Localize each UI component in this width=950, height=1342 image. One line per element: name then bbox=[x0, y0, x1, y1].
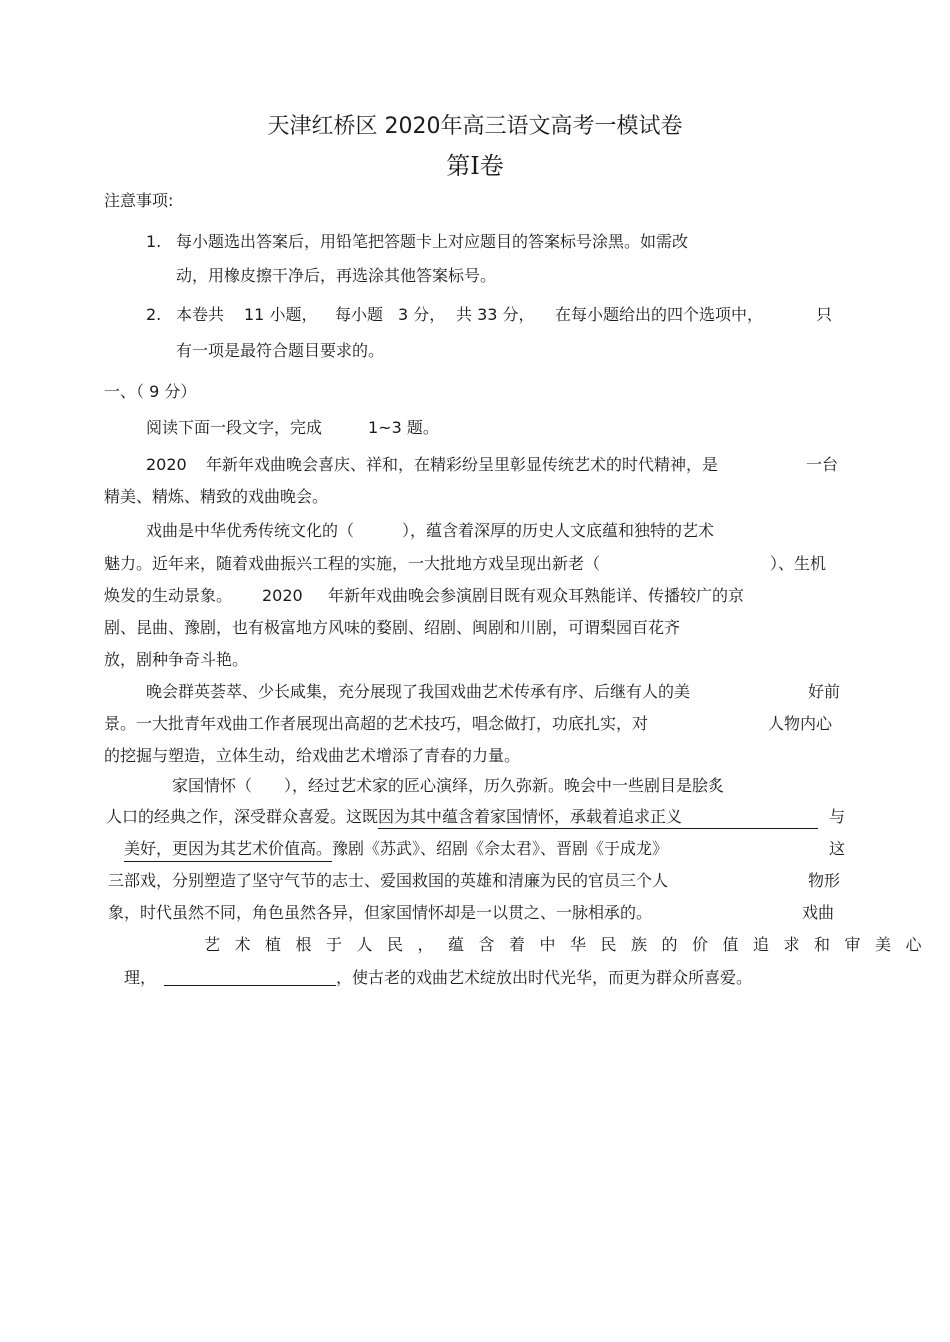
answer-blank[interactable] bbox=[164, 969, 336, 986]
notice-item-2-text-b: 11 小题， bbox=[244, 305, 318, 324]
p2-line5: 放，剧种争奇斗艳。 bbox=[104, 650, 249, 669]
notice-item-2-text-e: 共 33 分， bbox=[456, 305, 535, 324]
notice-item-2-text-f: 在每小题给出的四个选项中， bbox=[555, 305, 764, 324]
notice-item-2-line2: 有一项是最符合题目要求的。 bbox=[176, 341, 385, 360]
p4-line3-end: 这 bbox=[829, 839, 846, 858]
p1-line1-end: 一台 bbox=[806, 455, 839, 474]
p4-line5-end: 戏曲 bbox=[802, 903, 835, 922]
p3-line2: 景。一大批青年戏曲工作者展现出高超的艺术技巧，唱念做打，功底扎实，对 bbox=[104, 714, 649, 733]
p2-line2-end: ）、生机 bbox=[770, 554, 827, 573]
section-heading: 一、（ 9 分） bbox=[104, 382, 197, 401]
notice-item-2-text-g: 只 bbox=[816, 305, 833, 324]
p2-line3-a: 焕发的生动景象。 bbox=[104, 586, 233, 605]
p4-line3-a bbox=[124, 841, 668, 857]
exam-subtitle: 第Ⅰ卷 bbox=[446, 152, 504, 180]
p1-line1: 年新年戏曲晚会喜庆、祥和，在精彩纷呈里彰显传统艺术的时代精神，是 bbox=[206, 455, 719, 474]
p4-line2-underlined: 因为其中蕴含着家国情怀，承载着追求正义 bbox=[378, 809, 818, 829]
p4-line4: 三部戏，分别塑造了坚守气节的志士、爱国救国的英雄和清廉为民的官员三个人 bbox=[108, 871, 669, 890]
p2-line3-c: 年新年戏曲晚会参演剧目既有观众耳熟能详、传播较广的京 bbox=[328, 586, 745, 605]
p4-line7-a: 理， bbox=[124, 968, 157, 987]
p4-line1: 家国情怀（ ），经过艺术家的匠心演绎，历久弥新。晚会中一些剧目是脍炙 bbox=[172, 776, 725, 795]
notice-item-2-text-c: 每小题 bbox=[335, 305, 384, 324]
notice-heading: 注意事项: bbox=[104, 191, 174, 210]
p4-line6: 艺术植根于人民，蕴含着中华民族的价值追求和审美心 bbox=[204, 935, 937, 954]
p2-line1: 戏曲是中华优秀传统文化的（ ），蕴含着深厚的历史人文底蕴和独特的艺术 bbox=[146, 521, 715, 540]
p4-line7-b: ，使古老的戏曲艺术绽放出时代光华，而更为群众所喜爱。 bbox=[336, 968, 753, 987]
notice-item-1-number: 1. bbox=[146, 232, 162, 251]
p4-line7 bbox=[124, 969, 752, 986]
notice-item-1-line2: 动，用橡皮擦干净后，再选涂其他答案标号。 bbox=[176, 266, 497, 285]
p2-line4: 剧、昆曲、豫剧，也有极富地方风味的婺剧、绍剧、闽剧和川剧，可谓梨园百花齐 bbox=[104, 618, 681, 637]
p4-line2-end: 与 bbox=[829, 807, 846, 826]
p3-line2-end: 人物内心 bbox=[768, 714, 833, 733]
p4-line4-end: 物形 bbox=[808, 871, 841, 890]
p4-line3-underlined: 美好，更因为其艺术价值高。 bbox=[124, 839, 332, 862]
p2-line2: 魅力。近年来，随着戏曲振兴工程的实施，一大批地方戏呈现出新老（ bbox=[104, 554, 601, 573]
p4-line2-plain: 人口的经典之作，深受群众喜爱。这既 bbox=[106, 807, 379, 826]
p4-line3-plain: 豫剧《苏武》、绍剧《佘太君》、晋剧《于成龙》 bbox=[332, 839, 669, 858]
p1-year: 2020 bbox=[146, 455, 187, 474]
notice-item-1-line1: 每小题选出答案后，用铅笔把答题卡上对应题目的答案标号涂黑。如需改 bbox=[176, 232, 689, 251]
notice-item-2-number: 2. bbox=[146, 305, 162, 324]
section-instruction-a: 阅读下面一段文字，完成 bbox=[146, 418, 323, 437]
p2-line3-year: 2020 bbox=[262, 586, 303, 605]
p3-line1: 晚会群英荟萃、少长咸集，充分展现了我国戏曲艺术传承有序、后继有人的美 bbox=[146, 682, 691, 701]
p1-line2: 精美、精炼、精致的戏曲晚会。 bbox=[104, 487, 329, 506]
p4-line5: 象，时代虽然不同，角色虽然各异，但家国情怀却是一以贯之、一脉相承的。 bbox=[108, 903, 653, 922]
p3-line3: 的挖掘与塑造，立体生动，给戏曲艺术增添了青春的力量。 bbox=[104, 746, 521, 765]
notice-item-2-text-d: 3 分， bbox=[398, 305, 446, 324]
exam-title: 天津红桥区 2020年高三语文高考一模试卷 bbox=[267, 114, 683, 139]
section-instruction-b: 1~3 题。 bbox=[368, 418, 439, 437]
notice-item-2-text-a: 本卷共 bbox=[176, 305, 225, 324]
p4-line2-a bbox=[106, 809, 818, 829]
p3-line1-end: 好前 bbox=[808, 682, 841, 701]
